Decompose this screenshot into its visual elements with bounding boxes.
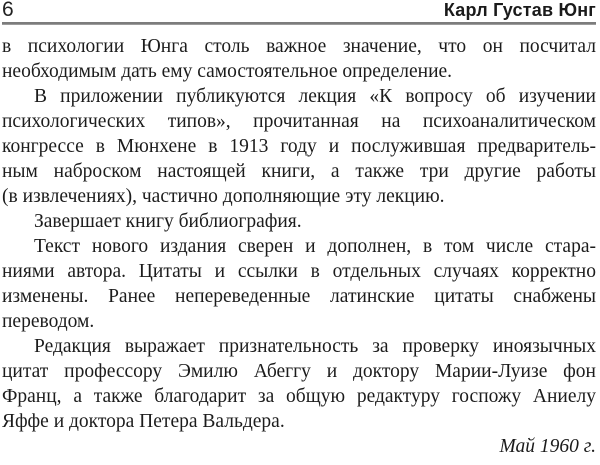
text-line: Яффе и доктора Петера Вальдера. xyxy=(2,411,285,432)
body-text xyxy=(2,34,596,434)
text-line: изменены. Ранее непереведенные латинские цитаты снабжены xyxy=(2,286,596,307)
text-line: Завершает книгу библиография. xyxy=(34,211,302,232)
text-line: ным наброском настоящей книги, а также три другие работы xyxy=(2,161,596,182)
text-line: необходимым дать ему самостоятельное определение. xyxy=(2,61,453,82)
text-line: Франц, а также благодарит за общую редактуру госпожу Аниелу xyxy=(2,386,596,407)
text-line: Текст нового издания сверен и дополнен, в том числе стара- xyxy=(34,236,596,257)
text-line: переводом. xyxy=(2,311,95,332)
text-line: психологических типов», прочитанная на психоаналитическом xyxy=(2,111,596,132)
text-line: (в извлечениях), частично дополняющие эту лекцию. xyxy=(2,186,445,207)
page-number: 6 xyxy=(2,0,14,21)
text-line: Редакция выражает признательность за проверку иноязычных xyxy=(34,336,596,357)
running-title: Карл Густав Юнг xyxy=(443,0,596,20)
page-header xyxy=(2,0,596,20)
text-line: ниями автора. Цитаты и ссылки в отдельных случаях корректно xyxy=(2,261,596,282)
header-rule xyxy=(2,22,596,25)
date-line: Май 1960 г. xyxy=(499,436,596,457)
text-line: цитат профессору Эмилю Абеггу и доктору Марии-Луизе фон xyxy=(2,361,596,382)
text-line: конгрессе в Мюнхене в 1913 году и послужившая предваритель- xyxy=(2,136,596,157)
text-line: в психологии Юнга столь важное значение, что он посчитал xyxy=(2,36,596,57)
text-line: В приложении публикуются лекция «К вопросу об изучении xyxy=(34,86,596,107)
